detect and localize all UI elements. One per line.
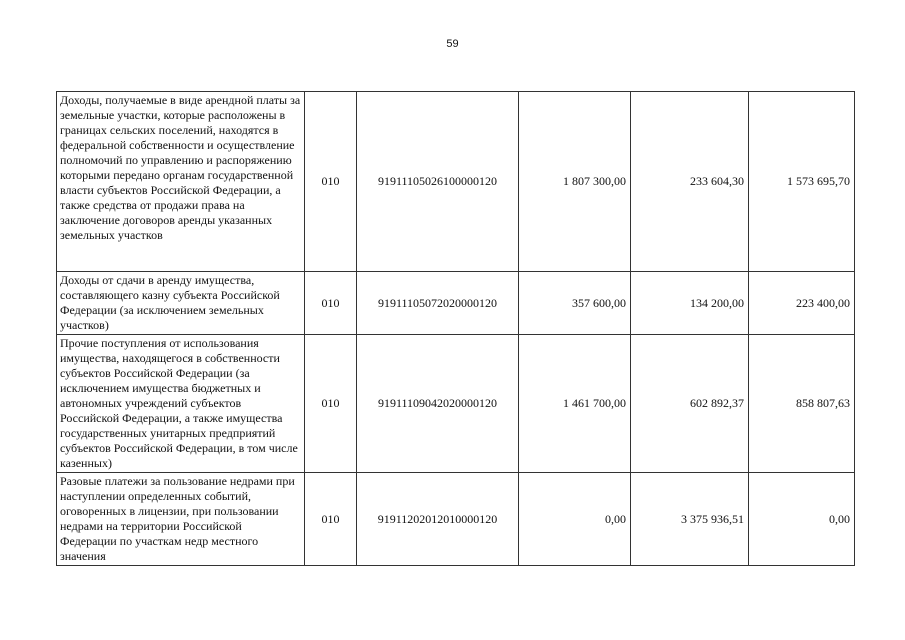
row-kbk: 91911109042020000120 bbox=[357, 335, 519, 473]
row-amount-1: 1 461 700,00 bbox=[519, 335, 631, 473]
row-description: Прочие поступления от использования имущества, находящегося в собственности субъектов Российской Федерации (за исключением имущества бюджетных и автономных учреждений субъектов Российской Федерации, а также имущества государственных унитарных предприятий субъектов Российской Федерации, в том числе казенных) bbox=[57, 335, 305, 473]
row-amount-2: 602 892,37 bbox=[631, 335, 749, 473]
table-row bbox=[57, 92, 855, 272]
page-number: 59 bbox=[446, 38, 459, 50]
row-kbk: 91911202012010000120 bbox=[357, 473, 519, 566]
row-amount-2: 3 375 936,51 bbox=[631, 473, 749, 566]
row-code: 010 bbox=[305, 473, 357, 566]
row-amount-3: 0,00 bbox=[749, 473, 855, 566]
revenue-table bbox=[56, 91, 855, 566]
row-amount-3: 1 573 695,70 bbox=[749, 92, 855, 272]
table-row bbox=[57, 335, 855, 473]
table-row bbox=[57, 473, 855, 566]
row-amount-3: 223 400,00 bbox=[749, 272, 855, 335]
row-description: Доходы от сдачи в аренду имущества, составляющего казну субъекта Российской Федерации (за исключением земельных участков) bbox=[57, 272, 305, 335]
row-amount-1: 0,00 bbox=[519, 473, 631, 566]
row-code: 010 bbox=[305, 335, 357, 473]
row-amount-2: 233 604,30 bbox=[631, 92, 749, 272]
row-amount-1: 357 600,00 bbox=[519, 272, 631, 335]
row-kbk: 91911105072020000120 bbox=[357, 272, 519, 335]
row-code: 010 bbox=[305, 272, 357, 335]
row-code: 010 bbox=[305, 92, 357, 272]
row-description: Доходы, получаемые в виде арендной платы за земельные участки, которые расположены в границах сельских поселений, находятся в федеральной собственности и осуществление полномочий по управлению и распоряжению которыми передано органам государственной власти субъектов Российской Федерации, а также средства от продажи права на заключение договоров аренды указанных земельных участков bbox=[57, 92, 305, 272]
row-kbk: 91911105026100000120 bbox=[357, 92, 519, 272]
row-description: Разовые платежи за пользование недрами при наступлении определенных событий, оговоренных в лицензии, при пользовании недрами на территории Российской Федерации по участкам недр местного значения bbox=[57, 473, 305, 566]
row-amount-2: 134 200,00 bbox=[631, 272, 749, 335]
table-row bbox=[57, 272, 855, 335]
row-amount-1: 1 807 300,00 bbox=[519, 92, 631, 272]
row-amount-3: 858 807,63 bbox=[749, 335, 855, 473]
